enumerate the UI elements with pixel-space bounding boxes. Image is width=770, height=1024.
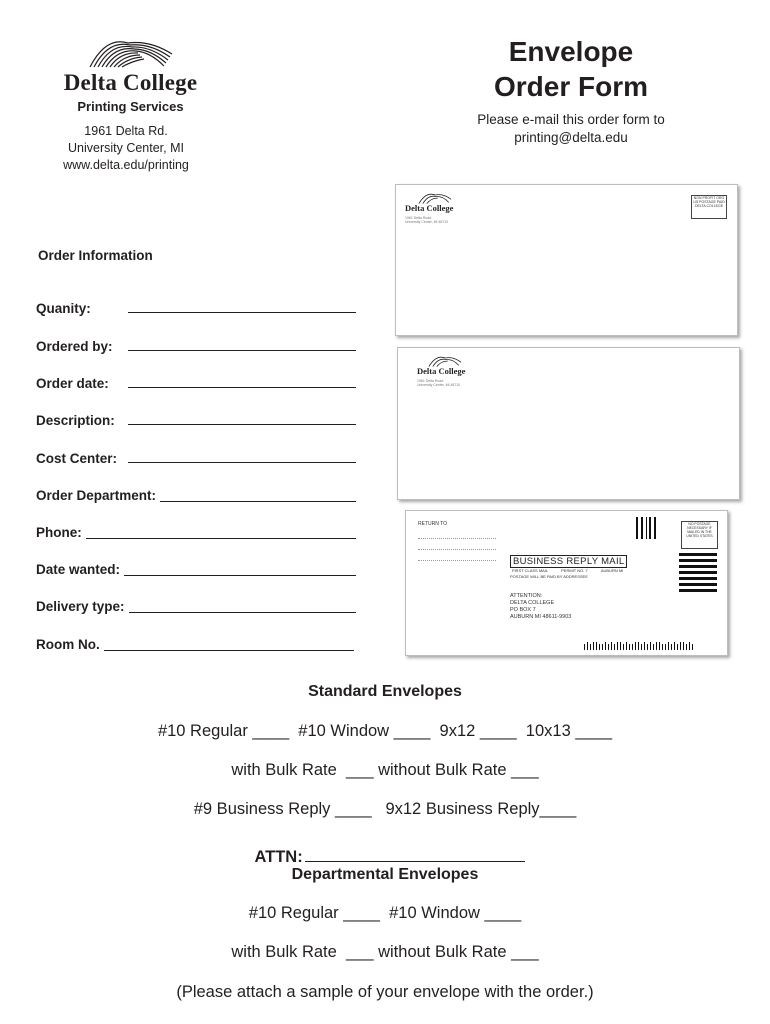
reply-address-block: [510, 593, 571, 621]
email-instruction: [440, 111, 702, 147]
phone-input-line[interactable]: [86, 537, 356, 539]
website-link[interactable]: www.delta.edu/printing: [63, 158, 189, 172]
fim-bar: [646, 517, 647, 539]
room-number-input-line[interactable]: [104, 649, 354, 651]
brm-sub-text: PERMIT NO. 7: [561, 568, 588, 573]
order-date-input-line[interactable]: [128, 386, 356, 388]
standard-bulk-rate-options[interactable]: with Bulk Rate ___ without Bulk Rate ___: [231, 761, 539, 779]
reply-address-line: PO BOX 7: [510, 607, 536, 613]
order-department-input-line[interactable]: [160, 500, 356, 502]
standard-envelopes-heading: Standard Envelopes: [308, 683, 462, 700]
envelope-address-line: University Center, MI 48710: [405, 220, 449, 224]
envelope-address-line: 1961 Delta Road: [405, 216, 432, 220]
brm-sub-text: FIRST CLASS MAIL: [512, 568, 549, 573]
phone-field[interactable]: [36, 521, 356, 541]
date-wanted-input-line[interactable]: [124, 574, 356, 576]
reply-bar: [679, 559, 717, 562]
address-street: 1961 Delta Rd.: [84, 124, 168, 138]
postage-note: POSTAGE WILL BE PAID BY ADDRESSEE: [510, 574, 588, 579]
departmental-bulk-rate-options[interactable]: with Bulk Rate ___ without Bulk Rate ___: [231, 943, 539, 961]
standard-size-options[interactable]: #10 Regular ____ #10 Window ____ 9x12 ____ 10x13 ____: [157, 722, 613, 740]
date-wanted-field[interactable]: [36, 558, 356, 578]
field-label: Room No.: [36, 637, 100, 652]
reply-bar: [679, 553, 717, 556]
business-reply-mail-title: [510, 555, 627, 568]
envelope-return-address: [417, 379, 460, 387]
envelope-logo-text: Delta College: [405, 203, 454, 213]
return-line: [418, 560, 496, 561]
cost-center-field[interactable]: [36, 447, 356, 467]
attn-input-line[interactable]: [305, 860, 525, 862]
reply-address-line: AUBURN MI 48611-9903: [510, 614, 572, 620]
delivery-type-input-line[interactable]: [129, 611, 356, 613]
fim-bar: [641, 517, 643, 539]
field-label: Delivery type:: [36, 599, 125, 614]
cost-center-input-line[interactable]: [128, 461, 356, 463]
address-block: [40, 123, 212, 174]
business-reply-options[interactable]: #9 Business Reply ____ 9x12 Business Reply____: [193, 800, 577, 818]
college-name: Delta College: [63, 70, 198, 95]
ordered-by-input-line[interactable]: [128, 349, 356, 351]
fim-bar: [649, 517, 651, 539]
reply-bar: [679, 589, 717, 592]
fim-bar: [654, 517, 656, 539]
order-department-field[interactable]: [36, 484, 356, 504]
return-line: [418, 538, 496, 539]
email-link[interactable]: printing@delta.edu: [514, 130, 628, 145]
order-information-heading: Order Information: [38, 248, 153, 263]
field-label: Ordered by:: [36, 339, 113, 354]
envelope-logo-text: Delta College: [417, 366, 466, 376]
footer-note: (Please attach a sample of your envelope with the order.): [176, 983, 594, 1001]
page-title: [440, 34, 702, 104]
room-number-field[interactable]: [36, 633, 354, 653]
reply-address-line: ATTENTION:: [510, 593, 543, 599]
window-envelope-sample: [397, 347, 740, 500]
quantity-field[interactable]: [36, 297, 356, 317]
departmental-envelopes-heading: Departmental Envelopes: [291, 866, 479, 883]
department-name: Printing Services: [77, 99, 184, 114]
description-field[interactable]: [36, 409, 356, 429]
field-label: Quanity:: [36, 301, 91, 316]
return-line: [418, 549, 496, 550]
reply-bar: [679, 571, 717, 574]
envelope-return-address: [405, 216, 448, 224]
delivery-type-field[interactable]: [36, 595, 356, 615]
postage-permit-box: NON PROFIT ORG US POSTAGE PAID DELTA COLLEGE: [691, 195, 727, 219]
brm-sub-text: AUBURN MI: [600, 568, 624, 573]
fim-bar: [636, 517, 638, 539]
description-input-line[interactable]: [128, 423, 356, 425]
envelope-address-line: University Center, MI 48710: [417, 383, 461, 387]
regular-envelope-sample: [395, 184, 738, 336]
order-date-field[interactable]: [36, 372, 356, 392]
reply-address-line: DELTA COLLEGE: [510, 600, 555, 606]
field-label: Description:: [36, 413, 115, 428]
reply-bar: [679, 577, 717, 580]
field-label: Order Department:: [36, 488, 157, 503]
quantity-input-line[interactable]: [128, 311, 356, 313]
envelope-address-line: 1961 Delta Road: [417, 379, 444, 383]
reply-bar: [679, 565, 717, 568]
address-city: University Center, MI: [67, 141, 184, 155]
title-line-1: Envelope: [508, 36, 634, 67]
field-label: Order date:: [36, 376, 109, 391]
field-label: Phone:: [36, 525, 82, 540]
postal-barcode: [584, 642, 696, 650]
ordered-by-field[interactable]: [36, 335, 356, 355]
attn-colon: :: [297, 848, 303, 866]
business-reply-envelope-sample: [405, 510, 728, 656]
field-label: Date wanted:: [36, 562, 121, 577]
field-label: Cost Center:: [36, 451, 118, 466]
attn-label: ATTN: [254, 848, 298, 866]
departmental-size-options[interactable]: #10 Regular ____ #10 Window ____: [248, 904, 522, 922]
no-postage-box: NO POSTAGE NECESSARY IF MAILED IN THE UNITED STATES: [681, 521, 718, 549]
return-to-label: RETURN TO: [418, 521, 447, 527]
arch-logo-icon: [88, 40, 174, 68]
brm-title-text: BUSINESS REPLY MAIL: [513, 556, 625, 567]
reply-bar: [679, 583, 717, 586]
title-line-2: Order Form: [493, 71, 649, 102]
instruction-text: Please e-mail this order form to: [477, 112, 665, 127]
attn-field[interactable]: [0, 829, 770, 867]
